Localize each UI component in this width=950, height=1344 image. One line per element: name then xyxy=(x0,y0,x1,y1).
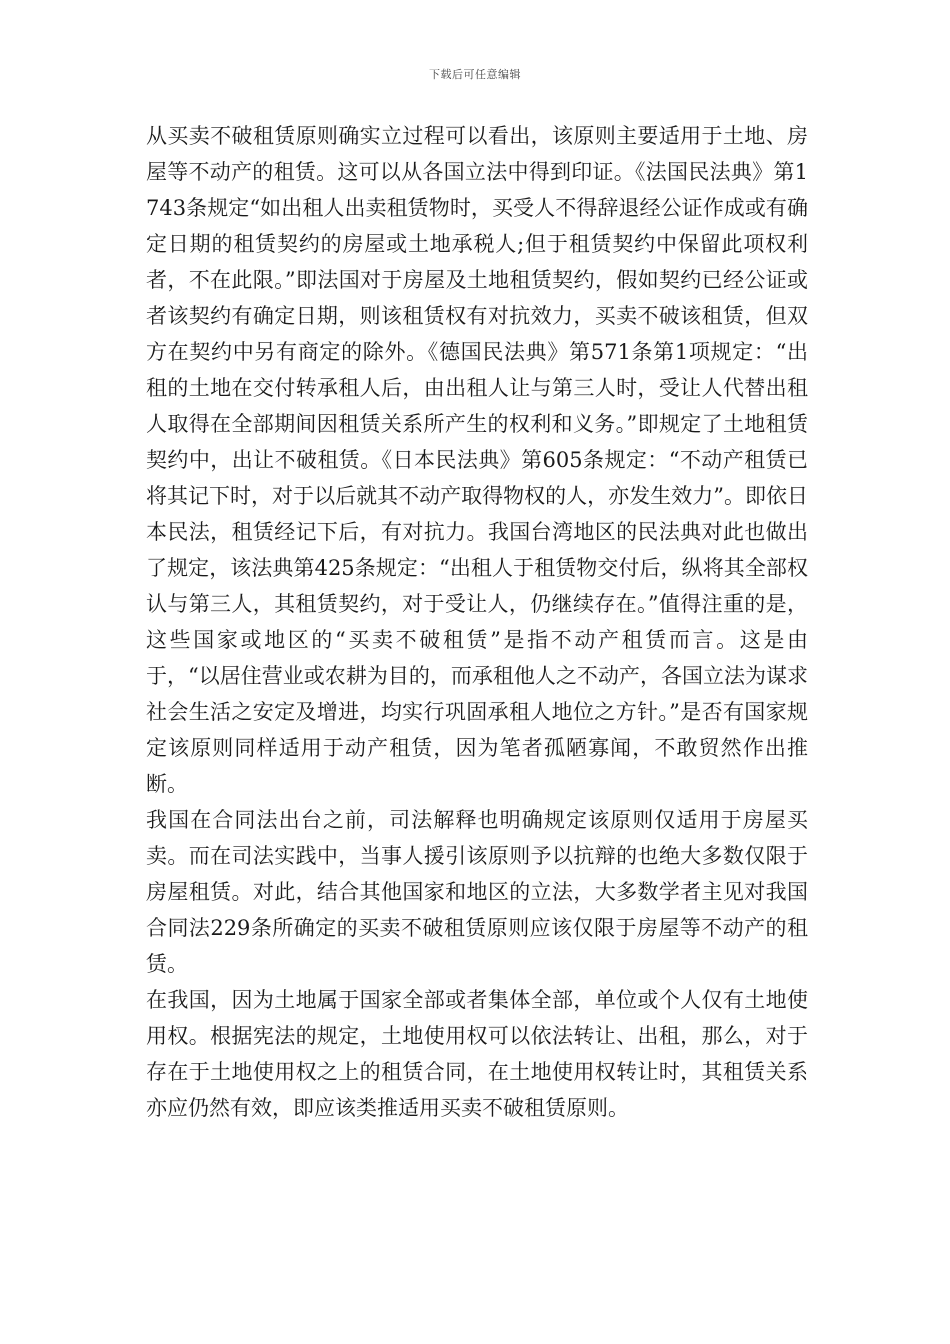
paragraph-2: 我国在合同法出台之前，司法解释也明确规定该原则仅适用于房屋买卖。而在司法实践中，当事人援引该原则予以抗辩的也绝大多数仅限于房屋租赁。对此，结合其他国家和地区的立法，大多数学者主见对我国合同法229条所确定的买卖不破租赁原则应该仅限于房屋等不动产的租赁。 xyxy=(146,808,808,976)
paragraph-1: 从买卖不破租赁原则确实立过程可以看出，该原则主要适用于土地、房屋等不动产的租赁。这可以从各国立法中得到印证。《法国民法典》第1743条规定“如出租人出卖租赁物时，买受人不得辞退经公证作成或有确定日期的租赁契约的房屋或土地承税人;但于租赁契约中保留此项权利者，不在此限。”即法国对于房屋及土地租赁契约，假如契约已经公证或者该契约有确定日期，则该租赁权有对抗效力，买卖不破该租赁，但双方在契约中另有商定的除外。《德国民法典》第571条第1项规定：“出租的土地在交付转承租人后，由出租人让与第三人时，受让人代替出租人取得在全部期间因租赁关系所产生的权利和义务。”即规定了土地租赁契约中，出让不破租赁。《日本民法典》第605条规定：“不动产租赁已将其记下时，对于以后就其不动产取得物权的人，亦发生效力”。即依日本民法，租赁经记下后，有对抗力。我国台湾地区的民法典对此也做出了规定，该法典第425条规定：“出租人于租赁物交付后，纵将其全部权认与第三人，其租赁契约，对于受让人，仍继续存在。”值得注重的是，这些国家或地区的“买卖不破租赁”是指不动产租赁而言。这是由于，“以居住营业或农耕为目的，而承租他人之不动产，各国立法为谋求社会生活之安定及增进，均实行巩固承租人地位之方针。”是否有国家规定该原则同样适用于动产租赁，因为笔者孤陋寡闻，不敢贸然作出推断。 xyxy=(146,124,808,796)
paragraph-3: 在我国，因为土地属于国家全部或者集体全部，单位或个人仅有土地使用权。根据宪法的规定，土地使用权可以依法转让、出租，那么，对于存在于土地使用权之上的租赁合同，在土地使用权转让时，其租赁关系亦应仍然有效，即应该类推适用买卖不破租赁原则。 xyxy=(146,988,808,1120)
document-body xyxy=(146,118,808,1126)
header-note: 下载后可任意编辑 xyxy=(429,68,521,81)
